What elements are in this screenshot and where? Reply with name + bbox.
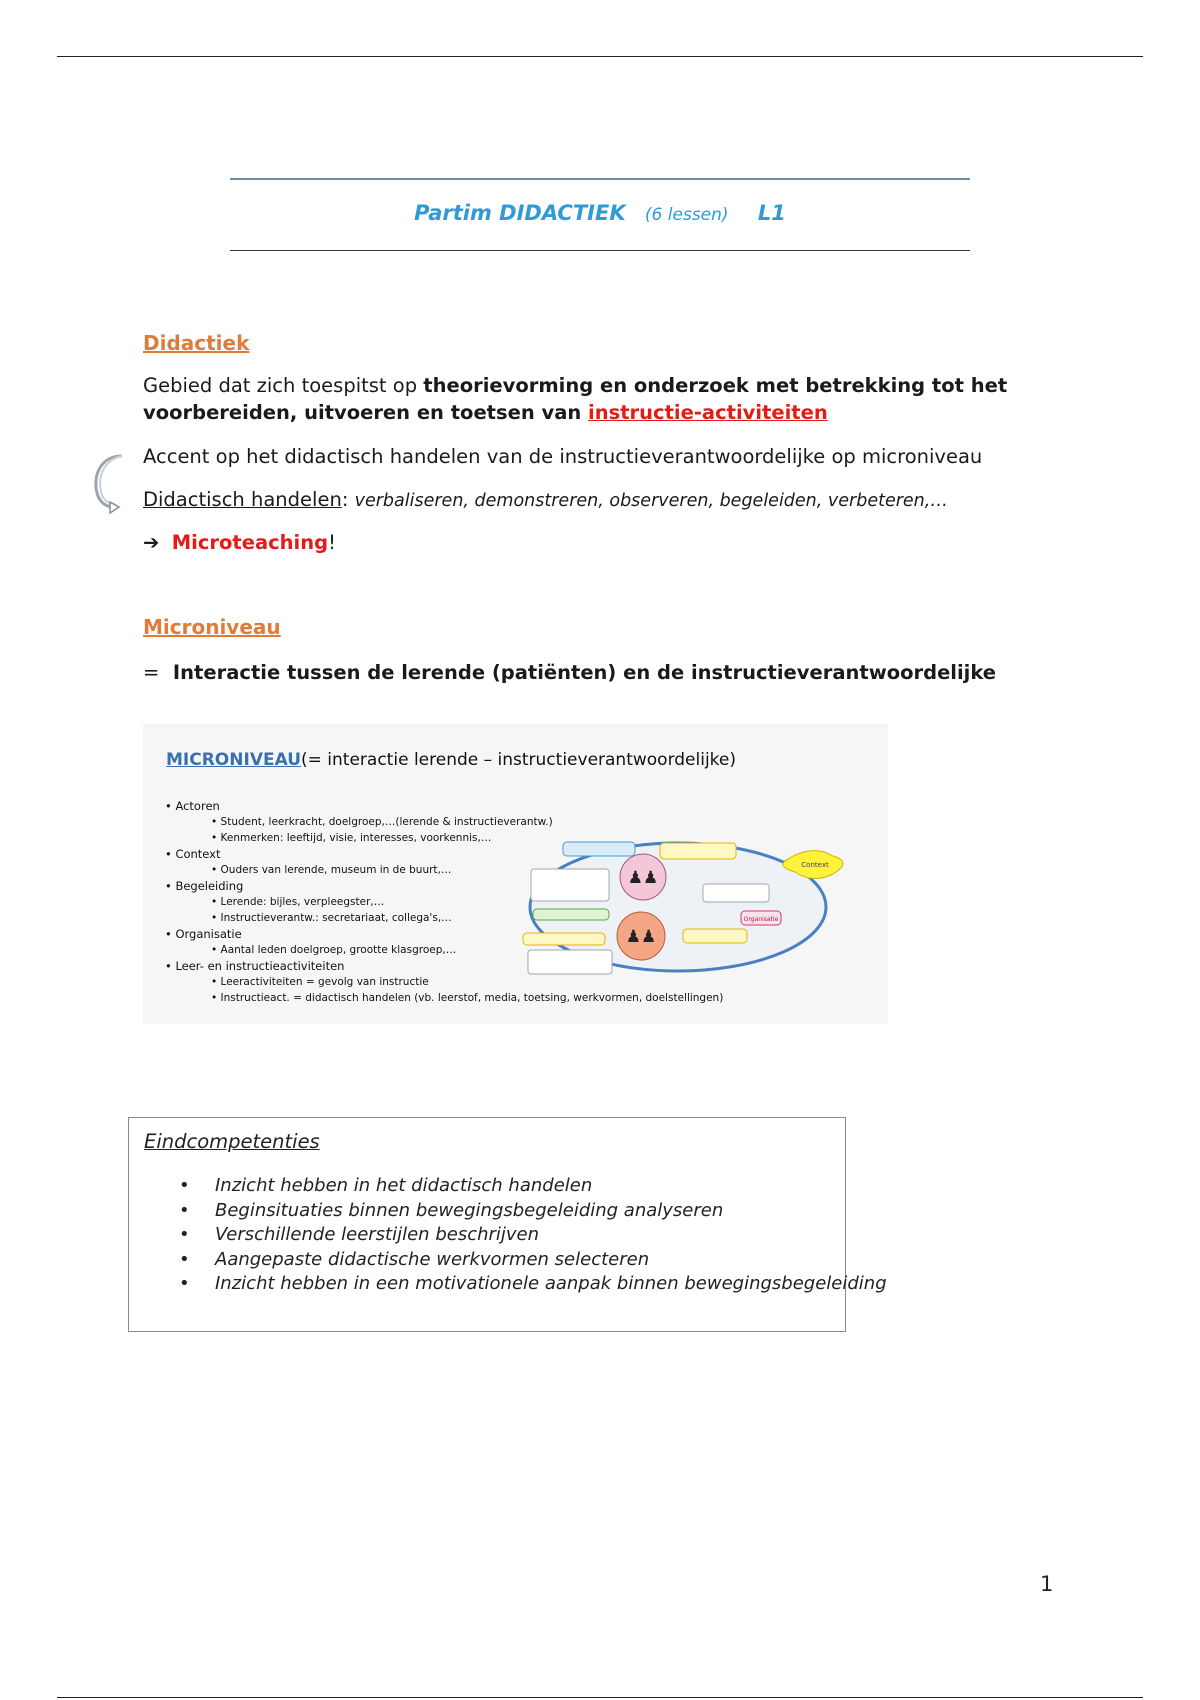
slide-sub-bullet: • Leeractiviteiten = gevolg van instructie (211, 976, 429, 988)
handelen-colon: : (341, 488, 355, 511)
microteaching-text: Microteaching (171, 531, 329, 554)
bullet-icon: • (179, 1273, 190, 1294)
competency-item (179, 1223, 887, 1248)
competency-text: Beginsituaties binnen bewegingsbegeleiding analyseren (215, 1199, 724, 1221)
actors-group-icon: ♟♟ (625, 927, 657, 947)
slide-bullet: • Actoren (165, 799, 220, 813)
accent-text: Accent op het didactisch handelen van de instructieverantwoordelijke op microniveau (143, 445, 983, 468)
microniveau-statement: Interactie tussen de lerende (patiënten) en de instructieverantwoordelijke (172, 661, 997, 684)
microniveau-statement-line (143, 659, 996, 686)
slide-sub-bullet: • Lerende: bijles, verpleegster,… (211, 896, 385, 908)
competency-item (179, 1272, 887, 1297)
bullet-icon: • (179, 1224, 190, 1245)
microniveau-diagram (513, 834, 883, 979)
exclaim: ! (328, 531, 336, 554)
heading-didactiek: Didactiek (143, 331, 250, 355)
page-bottom-rule (57, 1697, 1143, 1698)
slide-title-rest: (= interactie lerende – instructieverantwoordelijke) (301, 750, 737, 770)
bullet-icon: • (179, 1175, 190, 1196)
eindcompetenties-list (179, 1174, 887, 1297)
competency-text: Inzicht hebben in het didactisch handelen (215, 1175, 593, 1196)
diagram-context: Context (801, 861, 829, 869)
slide-bullet: • Begeleiding (165, 879, 244, 893)
heading-microniveau: Microniveau (143, 615, 281, 639)
title-text: Partim DIDACTIEK (414, 201, 626, 225)
slide-bullet: • Organisatie (165, 927, 242, 941)
definition-bold-2: voorbereiden, uitvoeren en toetsen van (143, 401, 589, 424)
bullet-icon: • (179, 1248, 190, 1270)
microteaching-line (143, 529, 336, 556)
slide-sub-bullet: • Student, leerkracht, doelgroep,…(lerende & instructieverantw.) (211, 816, 553, 828)
competency-item (179, 1199, 887, 1224)
competency-text: Aangepaste didactische werkvormen selecteren (215, 1248, 650, 1270)
slide-sub-bullet: • Instructieact. = didactisch handelen (vb. leerstof, media, toetsing, werkvormen, doelstellingen) (211, 992, 724, 1004)
actors-icon: ♟♟ (627, 868, 659, 888)
handelen-items: verbaliseren, demonstreren, observeren, begeleiden, verbeteren,… (354, 491, 948, 511)
slide-title-keyword: MICRONIVEAU (166, 750, 302, 770)
didactisch-handelen-line (143, 486, 948, 515)
instructie-activiteiten-link: instructie-activiteiten (588, 401, 828, 424)
page-title (230, 201, 970, 225)
title-subtitle: (6 lessen) (644, 205, 729, 225)
page-top-rule (57, 56, 1143, 57)
right-arrow-icon: ➔ (143, 531, 160, 554)
definition-bold-1: theorievorming en onderzoek met betrekking tot het (423, 374, 1008, 397)
definition-paragraph (143, 372, 1083, 426)
slide-sub-bullet: • Ouders van lerende, museum in de buurt,… (211, 864, 452, 876)
curved-arrow-icon (88, 450, 128, 516)
equals-sign: = (143, 661, 160, 684)
competency-text: Inzicht hebben in een motivationele aanpak binnen bewegingsbegeleiding (215, 1273, 887, 1294)
slide-bullet: • Leer- en instructieactiviteiten (165, 959, 345, 973)
page-number: 1 (1040, 1572, 1054, 1596)
slide-title (166, 750, 736, 770)
slide-sub-bullet: • Kenmerken: leeftijd, visie, interesses, voorkennis,… (211, 832, 492, 844)
competency-item (179, 1248, 887, 1273)
competency-text: Verschillende leerstijlen beschrijven (215, 1224, 540, 1245)
title-lesson: L1 (757, 201, 786, 225)
didactisch-handelen-label: Didactisch handelen (143, 488, 342, 511)
slide-bullet: • Context (165, 847, 221, 861)
eindcompetenties-box (128, 1117, 887, 1332)
diagram-organisatie: Organisatie (743, 916, 779, 923)
slide-sub-bullet: • Aantal leden doelgroep, grootte klasgroep,… (211, 944, 457, 956)
title-block (230, 178, 970, 251)
slide-sub-bullet: • Instructieverantw.: secretariaat, collega's,… (211, 912, 452, 924)
microniveau-slide-image (143, 724, 888, 1024)
definition-plain: Gebied dat zich toespitst op (143, 374, 424, 397)
bullet-icon: • (179, 1199, 190, 1221)
competency-item (179, 1174, 887, 1199)
eindcompetenties-title: Eindcompetenties (144, 1130, 320, 1153)
